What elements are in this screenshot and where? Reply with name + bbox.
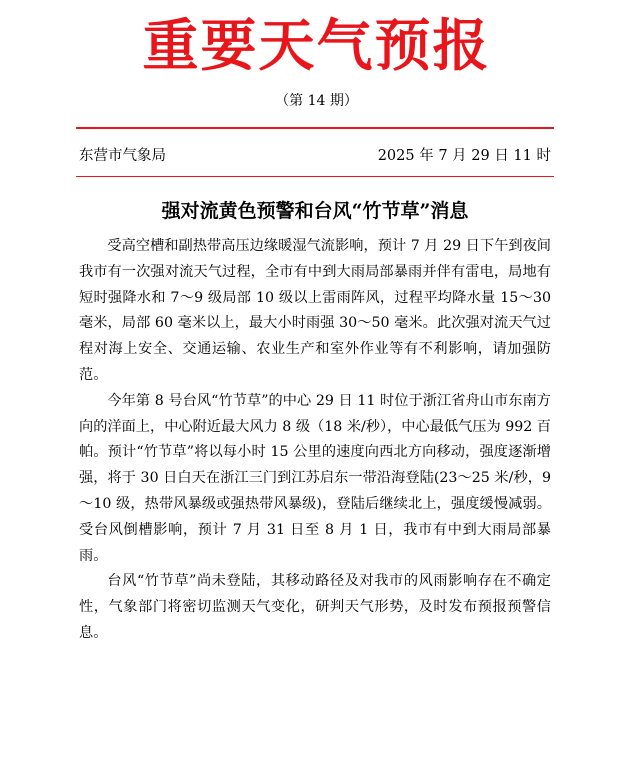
issue-number: （第 14 期） (275, 93, 358, 109)
meta-row (79, 146, 551, 166)
issuer: 东营市气象局 (79, 148, 166, 164)
paragraph-convection: 受高空槽和副热带高压边缘暖湿气流影响，预计 7 月 29 日下午到夜间我市有一次强对流天气过程，全市有中到大雨局部暴雨并伴有雷电，局地有短时强降水和 7～9 级局部 10 级以上雷雨阵风，过程平均降水量 15～30 毫米，局部 60 毫米以上，最大小时雨强 30～50 毫米。此次强对流天气过程对海上安全、交通运输、农业生产和室外作业等有不利影响，请加强防范。 (79, 238, 551, 383)
paragraph-uncertainty: 台风“竹节草”尚未登陆，其移动路径及对我市的风雨影响存在不确定性，气象部门将密切监测天气变化，研判天气形势，及时发布预报预警信息。 (79, 573, 551, 641)
paragraph-typhoon: 今年第 8 号台风“竹节草”的中心 29 日 11 时位于浙江省舟山市东南方向的洋面上，中心附近最大风力 8 级（18 米/秒），中心最低气压为 992 百帕。预计“竹节草”将以每小时 15 公里的速度向西北方向移动，强度逐渐增强，将于 30 日白天在浙江三门到江苏启东一带沿海登陆(23～25 米/秒，9～10 级，热带风暴级或强热带风暴级)，登陆后继续北上，强度缓慢减弱。受台风倒槽影响，预计 7 月 31 日至 8 月 1 日，我市有中到大雨局部暴雨。 (79, 392, 551, 564)
masthead-title: 重要天气预报 (142, 13, 491, 79)
issue-date: 2025 年 7 月 29 日 11 时 (377, 148, 551, 164)
header-divider-bottom (76, 176, 554, 177)
body-text (79, 234, 551, 647)
headline: 强对流黄色预警和台风“竹节草”消息 (161, 200, 469, 222)
header-divider-top (76, 127, 554, 129)
